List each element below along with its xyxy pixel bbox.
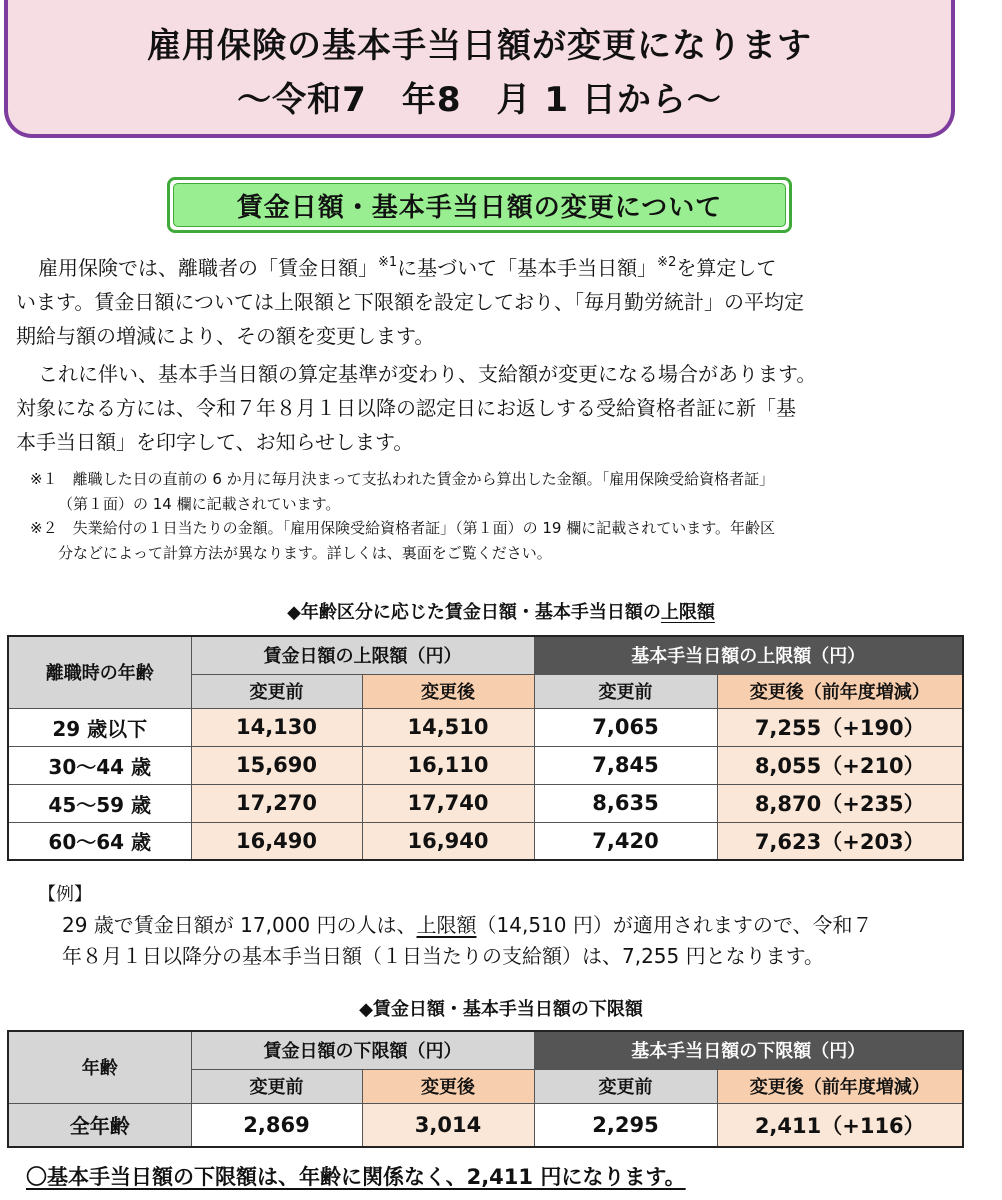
basic-after-cell: 7,623（+203）: [717, 822, 963, 860]
basic-after-cell: 8,870（+235）: [717, 784, 963, 822]
age-cell: 45～59 歳: [8, 784, 191, 822]
header-basic-before: 変更前: [534, 1069, 717, 1103]
age-cell: 60～64 歳: [8, 822, 191, 860]
basic-before-cell: 7,420: [534, 822, 717, 860]
lower-limit-table: [7, 1030, 964, 1148]
header-basic-upper: 基本手当日額の上限額（円）: [534, 636, 963, 674]
footnote-1-cont: （第１面）の 14 欄に記載されています。: [58, 494, 341, 513]
footnote-mark-1: ※1: [378, 255, 398, 270]
basic-before-cell: 2,295: [534, 1103, 717, 1147]
header-age: 年齢: [8, 1031, 191, 1103]
header-basic-lower: 基本手当日額の下限額（円）: [534, 1031, 963, 1069]
wage-after-cell: 16,940: [362, 822, 534, 860]
intro-line: 対象になる方には、令和７年８月１日以降の認定日にお返しする受給資格者証に新「基: [16, 396, 796, 420]
basic-before-cell: 7,845: [534, 746, 717, 784]
title-text: ◆年齢区分に応じた賃金日額・基本手当日額の: [287, 602, 661, 623]
example-label: 【例】: [38, 884, 92, 905]
intro-line: [16, 251, 951, 285]
text: 雇用保険では、離職者の「賃金日額」: [38, 256, 378, 280]
header-wage-upper: 賃金日額の上限額（円）: [191, 636, 534, 674]
header-wage-before: 変更前: [191, 674, 362, 708]
title-banner: [4, 0, 955, 138]
footer-note: 〇基本手当日額の下限額は、年齢に関係なく、2,411 円になります。: [26, 1165, 686, 1189]
intro-line: これに伴い、基本手当日額の算定基準が変わり、支給額が変更になる場合があります。: [38, 362, 817, 386]
text: を算定して: [676, 256, 777, 280]
basic-before-cell: 7,065: [534, 708, 717, 746]
example-line-2: 年８月１日以降分の基本手当日額（１日当たりの支給額）は、7,255 円となります。: [62, 944, 825, 968]
age-cell: 29 歳以下: [8, 708, 191, 746]
age-cell: 全年齢: [8, 1103, 191, 1147]
wage-after-cell: 3,014: [362, 1103, 534, 1147]
header-wage-after: 変更後: [362, 674, 534, 708]
age-cell: 30～44 歳: [8, 746, 191, 784]
example-text: [62, 910, 952, 972]
footnote-1: ※１ 離職した日の直前の 6 か月に毎月決まって支払われた賃金から算出した金額。「雇用保険受給資格者証」: [30, 470, 775, 488]
lower-table-title: ◆賃金日額・基本手当日額の下限額: [359, 999, 643, 1020]
basic-after-cell: 7,255（+190）: [717, 708, 963, 746]
intro-line: います。賃金日額については上限額と下限額を設定しており、「毎月勤労統計」の平均定: [16, 290, 804, 314]
wage-before-cell: 17,270: [191, 784, 362, 822]
intro-line: 本手当日額」を印字して、お知らせします。: [16, 430, 414, 454]
basic-before-cell: 8,635: [534, 784, 717, 822]
basic-after-cell: 2,411（+116）: [717, 1103, 963, 1147]
text: （14,510 円）が適用されますので、令和７: [476, 913, 873, 937]
header-wage-after: 変更後: [362, 1069, 534, 1103]
wage-before-cell: 16,490: [191, 822, 362, 860]
header-age: 離職時の年齢: [8, 636, 191, 708]
header-basic-before: 変更前: [534, 674, 717, 708]
footnote-2-cont: 分などによって計算方法が異なります。詳しくは、裏面をご覧ください。: [58, 543, 552, 562]
table-row: [8, 746, 963, 784]
upper-limit-table: [7, 635, 964, 861]
header-basic-after: 変更後（前年度増減）: [717, 1069, 963, 1103]
upper-table-title: [0, 598, 1002, 624]
table-row: [8, 1103, 963, 1147]
intro-paragraph-2: [16, 357, 951, 459]
intro-paragraph-1: [16, 251, 951, 353]
wage-before-cell: 15,690: [191, 746, 362, 784]
text: 29 歳で賃金日額が 17,000 円の人は、: [62, 913, 417, 937]
table-row: [8, 784, 963, 822]
wage-after-cell: 14,510: [362, 708, 534, 746]
table-row: [8, 822, 963, 860]
header-wage-before: 変更前: [191, 1069, 362, 1103]
intro-line: 期給与額の増減により、その額を変更します。: [16, 324, 435, 348]
table-row: [8, 708, 963, 746]
text-emphasis: 上限額: [416, 913, 477, 937]
header-wage-lower: 賃金日額の下限額（円）: [191, 1031, 534, 1069]
example-line-1: [62, 910, 952, 941]
footnote-2: ※２ 失業給付の１日当たりの金額。「雇用保険受給資格者証」（第１面）の 19 欄に記載されています。年齢区: [30, 519, 775, 537]
text: に基づいて「基本手当日額」: [397, 256, 658, 280]
footnote-mark-2: ※2: [657, 255, 677, 270]
wage-after-cell: 16,110: [362, 746, 534, 784]
banner-line-1: 雇用保険の基本手当日額が変更になります: [147, 26, 812, 66]
header-basic-after: 変更後（前年度増減）: [717, 674, 963, 708]
section-heading-box: [167, 177, 792, 233]
basic-after-cell: 8,055（+210）: [717, 746, 963, 784]
title-emphasis: 上限額: [660, 602, 715, 623]
banner-line-2: ～令和7 年8 月 1 日から～: [237, 80, 722, 120]
footnotes: [30, 467, 945, 565]
wage-after-cell: 17,740: [362, 784, 534, 822]
section-heading: 賃金日額・基本手当日額の変更について: [173, 183, 786, 227]
wage-before-cell: 14,130: [191, 708, 362, 746]
wage-before-cell: 2,869: [191, 1103, 362, 1147]
